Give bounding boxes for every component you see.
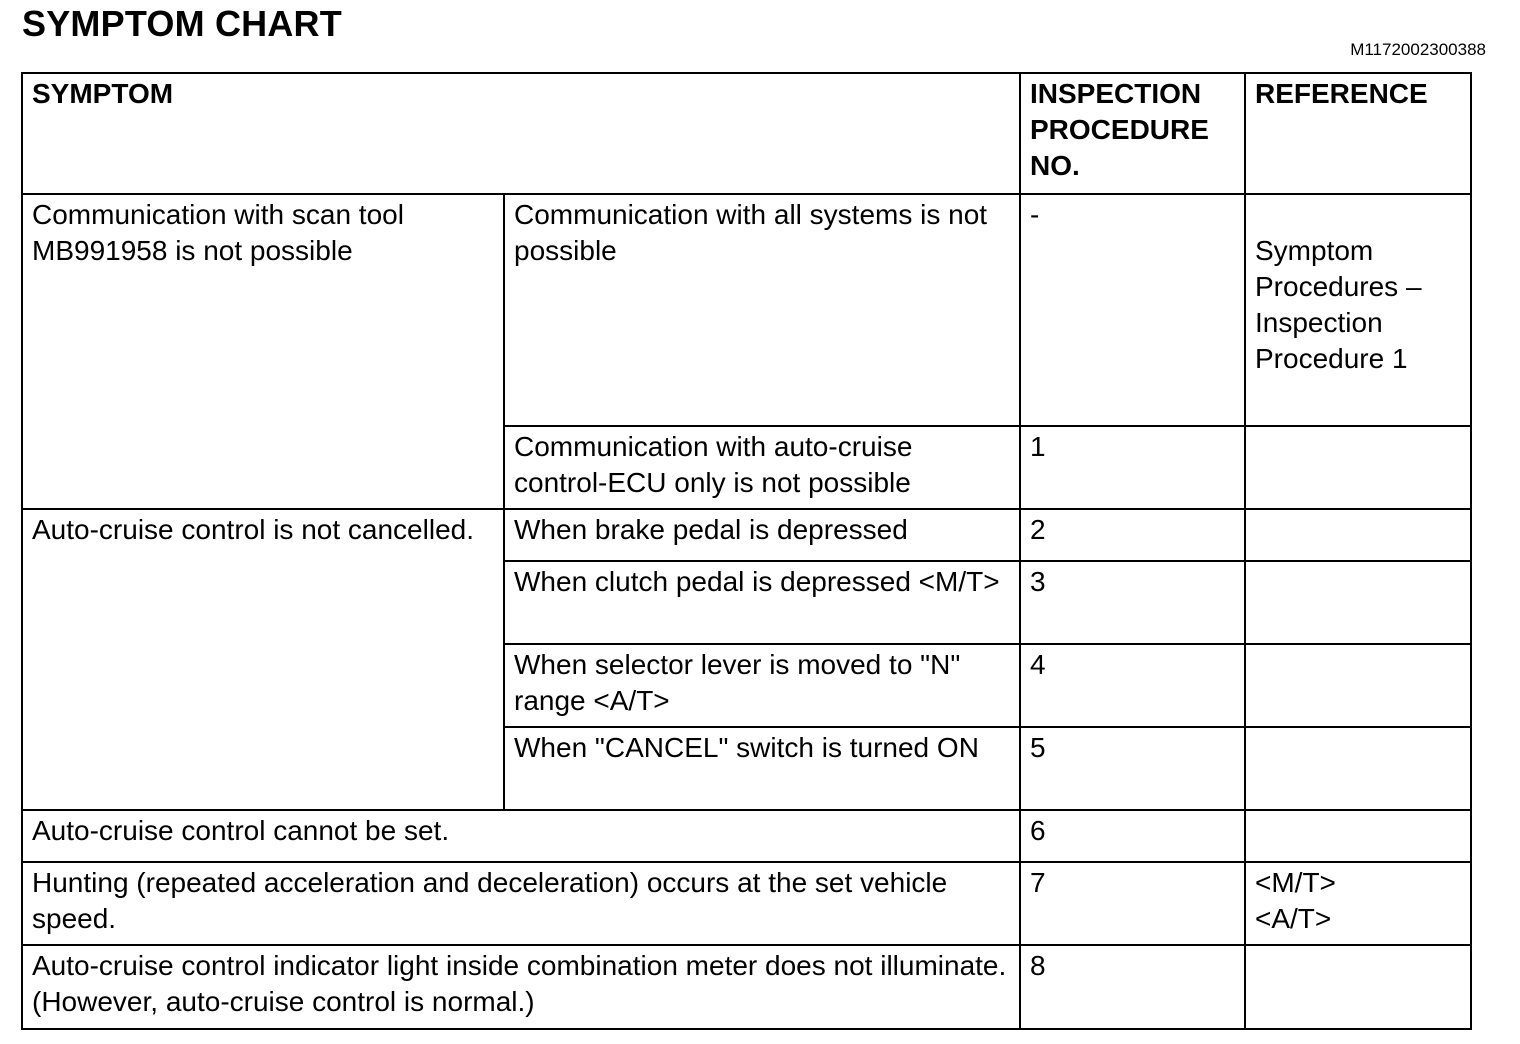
symptom-hunting: Hunting (repeated acceleration and deceleration) occurs at the set vehicle speed.: [22, 862, 1020, 945]
symptom-brake-pedal: When brake pedal is depressed: [504, 509, 1020, 561]
procedure-number: 6: [1020, 810, 1245, 862]
reference-cell: [1245, 727, 1471, 810]
procedure-number: -: [1020, 194, 1245, 426]
table-row: [22, 862, 1471, 945]
reference-cell: [1245, 509, 1471, 561]
reference-link-mt[interactable]: <M/T>: [1255, 867, 1336, 898]
reference-link-at[interactable]: <A/T>: [1255, 903, 1332, 934]
header-inspection-procedure: INSPECTION PROCEDURE NO.: [1020, 73, 1245, 194]
procedure-number: 8: [1020, 945, 1245, 1029]
symptom-cancel-switch: When "CANCEL" switch is turned ON: [504, 727, 1020, 810]
procedure-number: 5: [1020, 727, 1245, 810]
reference-cell: [1245, 945, 1471, 1029]
symptom-comm-ecu-only: Communication with auto-cruise control-ECU only is not possible: [504, 426, 1020, 509]
reference-cell: [1245, 194, 1471, 426]
reference-cell: [1245, 426, 1471, 509]
symptom-selector-lever: When selector lever is moved to "N" range <A/T>: [504, 644, 1020, 727]
page-title: SYMPTOM CHART: [22, 3, 342, 44]
header-symptom: SYMPTOM: [22, 73, 1020, 194]
table-row: [22, 194, 1471, 426]
symptom-comm-all-systems: Communication with all systems is not possible: [504, 194, 1020, 426]
symptom-indicator-light: Auto-cruise control indicator light inside combination meter does not illuminate. (However, auto-cruise control is normal.): [22, 945, 1020, 1029]
table-row: [22, 810, 1471, 862]
header-row: [22, 73, 1471, 194]
symptom-group-not-cancelled: Auto-cruise control is not cancelled.: [22, 509, 504, 810]
symptom-group-communication: Communication with scan tool MB991958 is not possible: [22, 194, 504, 509]
reference-link-procedure-1[interactable]: Symptom Procedures – Inspection Procedure 1: [1255, 235, 1422, 374]
table-row: [22, 945, 1471, 1029]
symptom-clutch-pedal: When clutch pedal is depressed <M/T>: [504, 561, 1020, 644]
procedure-number: 7: [1020, 862, 1245, 945]
procedure-number: 2: [1020, 509, 1245, 561]
reference-cell: [1245, 561, 1471, 644]
reference-cell: [1245, 862, 1471, 945]
procedure-number: 1: [1020, 426, 1245, 509]
reference-cell: [1245, 644, 1471, 727]
procedure-number: 3: [1020, 561, 1245, 644]
symptom-table: [21, 72, 1472, 1030]
header-reference: REFERENCE: [1245, 73, 1471, 194]
symptom-cannot-be-set: Auto-cruise control cannot be set.: [22, 810, 1020, 862]
procedure-number: 4: [1020, 644, 1245, 727]
table-row: [22, 509, 1471, 561]
reference-cell: [1245, 810, 1471, 862]
document-id: M1172002300388: [1350, 40, 1486, 59]
